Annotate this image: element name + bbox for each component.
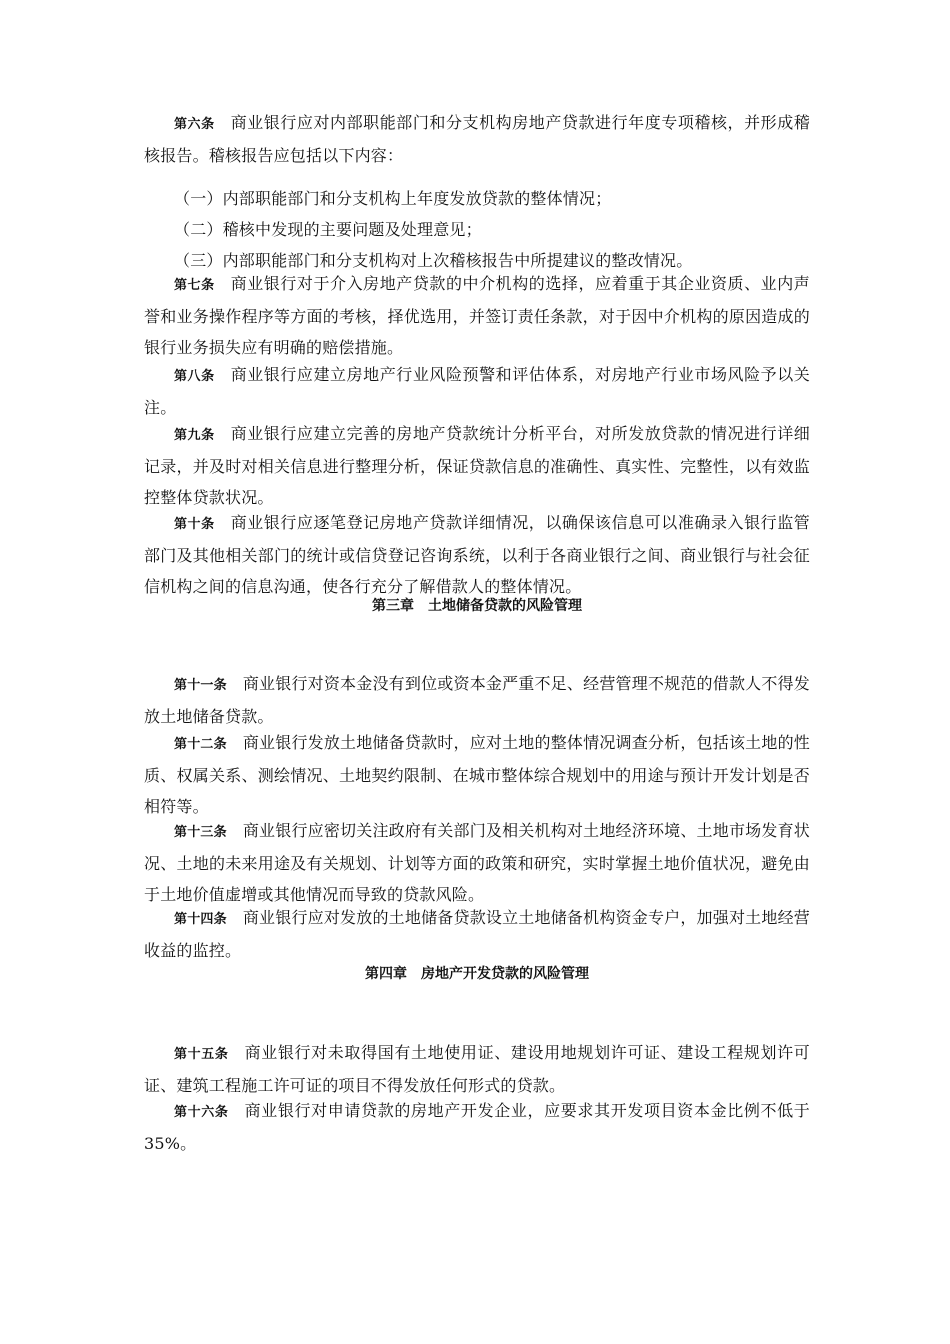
article-number: 第十三条: [174, 825, 227, 840]
list-item: （二）稽核中发现的主要问题及处理意见；: [174, 220, 482, 239]
article-number: 第十一条: [174, 678, 227, 693]
article-7: [144, 268, 810, 363]
article-9: [144, 418, 810, 513]
article-6: [144, 107, 810, 171]
article-14: [144, 902, 810, 966]
list-item: （一）内部职能部门和分支机构上年度发放贷款的整体情况；: [174, 189, 612, 208]
article-text: 商业银行应密切关注政府有关部门及相关机构对土地经济环境、土地市场发育状况、土地的未来用途及有关规划、计划等方面的政策和研究，实时掌握土地价值状况，避免由于土地价值虚增或其他情况而导致的贷款风险。: [144, 821, 810, 904]
article-number: 第十条: [174, 517, 215, 532]
article-text: 商业银行应逐笔登记房地产贷款详细情况，以确保该信息可以准确录入银行监管部门及其他相关部门的统计或信贷登记咨询系统，以利于各商业银行之间、商业银行与社会征信机构之间的信息沟通，使各行充分了解借款人的整体情况。: [144, 513, 810, 596]
article-10: [144, 507, 810, 602]
article-12: [144, 727, 810, 822]
chapter-heading: 第三章 土地储备贷款的风险管理: [372, 598, 582, 614]
article-number: 第十四条: [174, 912, 227, 927]
article-8: [144, 359, 810, 423]
article-number: 第八条: [174, 369, 215, 384]
article-text: 商业银行应建立房地产行业风险预警和评估体系，对房地产行业市场风险予以关注。: [144, 365, 810, 417]
article-number: 第十六条: [174, 1105, 229, 1120]
article-number: 第十五条: [174, 1047, 229, 1062]
article-text: 商业银行对资本金没有到位或资本金严重不足、经营管理不规范的借款人不得发放土地储备贷款。: [144, 674, 810, 726]
article-text: 商业银行应对发放的土地储备贷款设立土地储备机构资金专户，加强对土地经营收益的监控。: [144, 908, 810, 960]
article-11: [144, 668, 810, 732]
article-13: [144, 815, 810, 910]
article-number: 第九条: [174, 428, 215, 443]
article-15: [144, 1037, 810, 1101]
article-number: 第十二条: [174, 737, 227, 752]
article-number: 第七条: [174, 278, 215, 293]
article-16: [144, 1095, 810, 1159]
article-text: 商业银行应建立完善的房地产贷款统计分析平台，对所发放贷款的情况进行详细记录，并及时对相关信息进行整理分析，保证贷款信息的准确性、真实性、完整性，以有效监控整体贷款状况。: [144, 424, 810, 507]
article-text: 商业银行发放土地储备贷款时，应对土地的整体情况调查分析，包括该土地的性质、权属关系、测绘情况、土地契约限制、在城市整体综合规划中的用途与预计开发计划是否相符等。: [144, 733, 810, 816]
article-number: 第六条: [174, 117, 215, 132]
article-text: 商业银行对申请贷款的房地产开发企业，应要求其开发项目资本金比例不低于35%。: [144, 1101, 810, 1153]
article-text: 商业银行对于介入房地产贷款的中介机构的选择，应着重于其企业资质、业内声誉和业务操作程序等方面的考核，择优选用，并签订责任条款，对于因中介机构的原因造成的银行业务损失应有明确的赔偿措施。: [144, 274, 810, 357]
chapter-heading: 第四章 房地产开发贷款的风险管理: [365, 966, 589, 982]
article-text: 商业银行应对内部职能部门和分支机构房地产贷款进行年度专项稽核，并形成稽核报告。稽核报告应包括以下内容：: [144, 113, 810, 165]
list-item: （三）内部职能部门和分支机构对上次稽核报告中所提建议的整改情况。: [174, 251, 693, 270]
article-text: 商业银行对未取得国有土地使用证、建设用地规划许可证、建设工程规划许可证、建筑工程施工许可证的项目不得发放任何形式的贷款。: [144, 1043, 810, 1095]
